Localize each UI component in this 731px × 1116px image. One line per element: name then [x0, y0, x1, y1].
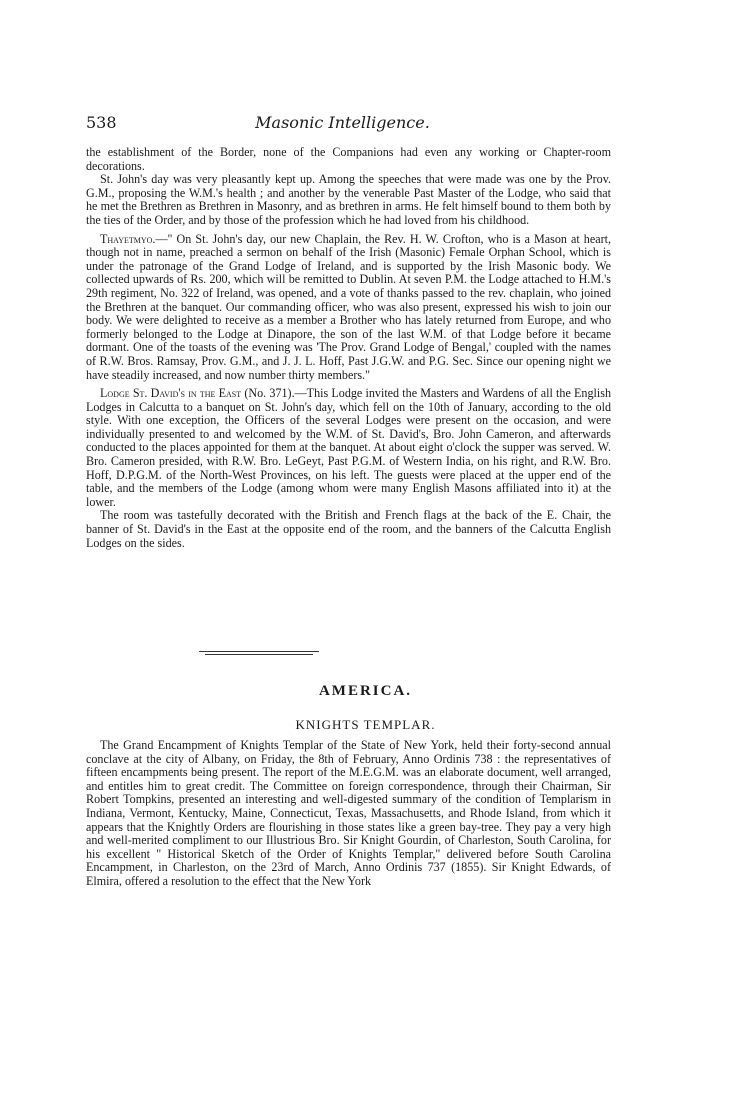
- page-number: 538: [86, 113, 117, 132]
- paragraph-lodge-st-davids: [86, 387, 611, 509]
- thayetmyo-text: —" On St. John's day, our new Chaplain, the Rev. H. W. Crofton, who is a Mason at heart, though not in name, preached a sermon on behalf of the Irish (Masonic) Female Orphan School, which is under the patronage of the Grand Lodge of Ireland, and is supported by the Irish Masonic body. We collected upwards of Rs. 200, which will be remitted to Dublin. At seven P.M. the Lodge attached to H.M.'s 29th regiment, No. 322 of Ireland, was opened, and a vote of thanks passed to the rev. chaplain, who joined the Brethren at the banquet. Our commanding officer, who was also present, expressed his wish to join our body. We were delighted to receive as a member a Brother who has lately returned from Europe, and who formerly belonged to the Lodge at Dinapore, the son of the last W.M. of that Lodge before it became dormant. One of the toasts of the evening was 'The Prov. Grand Lodge of Bengal,' coupled with the names of R.W. Bros. Ramsay, Prov. G.M., and J. J. L. Hoff, Past J.G.W. and P.G. Sec. Since our opening night we have steadily increased, and now number thirty members.": [86, 231, 611, 382]
- article-body: [86, 146, 611, 550]
- america-section: [86, 739, 611, 889]
- st-davids-lead: Lodge St. David's in the East: [100, 386, 242, 401]
- subhead-knights-templar: KNIGHTS TEMPLAR.: [295, 717, 436, 732]
- page-header: [86, 113, 599, 137]
- paragraph-st-johns-day: St. John's day was very pleasantly kept up. Among the speeches that were made was one by the Prov. G.M., proposing the W.M.'s health ; and another by the venerable Past Master of the Lodge, who said that he met the Brethren as Brethren in Masonry, and as brethren in arms. He felt himself bound to them both by the ties of the Order, and by those of the profession which he had loved from his childhood.: [86, 172, 611, 227]
- section-title-america: AMERICA.: [318, 683, 413, 699]
- paragraph-room-decoration: The room was tastefully decorated with the British and French flags at the back of the E. Chair, the banner of St. David's in the East at the opposite end of the room, and the banners of the Calcutta English Lodges on the sides.: [86, 508, 611, 550]
- paragraph-grand-encampment: The Grand Encampment of Knights Templar of the State of New York, held their forty-second annual conclave at the city of Albany, on Friday, the 8th of February, Anno Ordinis 738 : the representatives of fifteen encampments being present. The report of the M.E.G.M. was an elaborate document, well arranged, and entitles him to great credit. The Committee on foreign correspondence, through their Chairman, Sir Robert Tompkins, presented an interesting and well-digested summary of the condition of Templarism in Indiana, Vermont, Kentucky, Maine, Connecticut, Texas, Massachusetts, and Rhode Island, from which it appears that the Knightly Orders are flourishing in those states like a green bay-tree. They pay a very high and well-merited compliment to our Illustrious Bro. Sir Knight Gourdin, of Charleston, South Carolina, for his excellent " Historical Sketch of the Order of Knights Templar," delivered before South Carolina Encampment, in Charleston, on the 23rd of March, Anno Ordinis 737 (1855). Sir Knight Edwards, of Elmira, offered a resolution to the effect that the New York: [86, 738, 611, 888]
- section-divider: [0, 651, 731, 659]
- paragraph-border: the establishment of the Border, none of the Companions had even any working or Chapter-room decorations.: [86, 145, 611, 173]
- st-davids-text: (No. 371).—This Lodge invited the Masters and Wardens of all the English Lodges in Calcutta to a banquet on St. John's day, which fell on the 10th of January, according to the old style. With one exception, the Officers of the several Lodges were present on the occasion, and were individually presented to and welcomed by the W.M. of St. David's, Bro. John Cameron, and afterwards conducted to the places appointed for them at the banquet. At about eight o'clock the supper was served. W. Bro. Cameron presided, with R.W. Bro. LeGeyt, Past P.G.M. of Western India, on his right, and R.W. Bro. Hoff, D.P.G.M. of the North-West Provinces, on his left. The guests were placed at the upper end of the table, and the members of the Lodge (among whom were many English Masons affiliated into it) at the lower.: [86, 386, 612, 509]
- thayetmyo-lead: Thayetmyo.: [100, 231, 156, 246]
- paragraph-thayetmyo: [86, 233, 611, 383]
- running-title: Masonic Intelligence.: [255, 113, 430, 132]
